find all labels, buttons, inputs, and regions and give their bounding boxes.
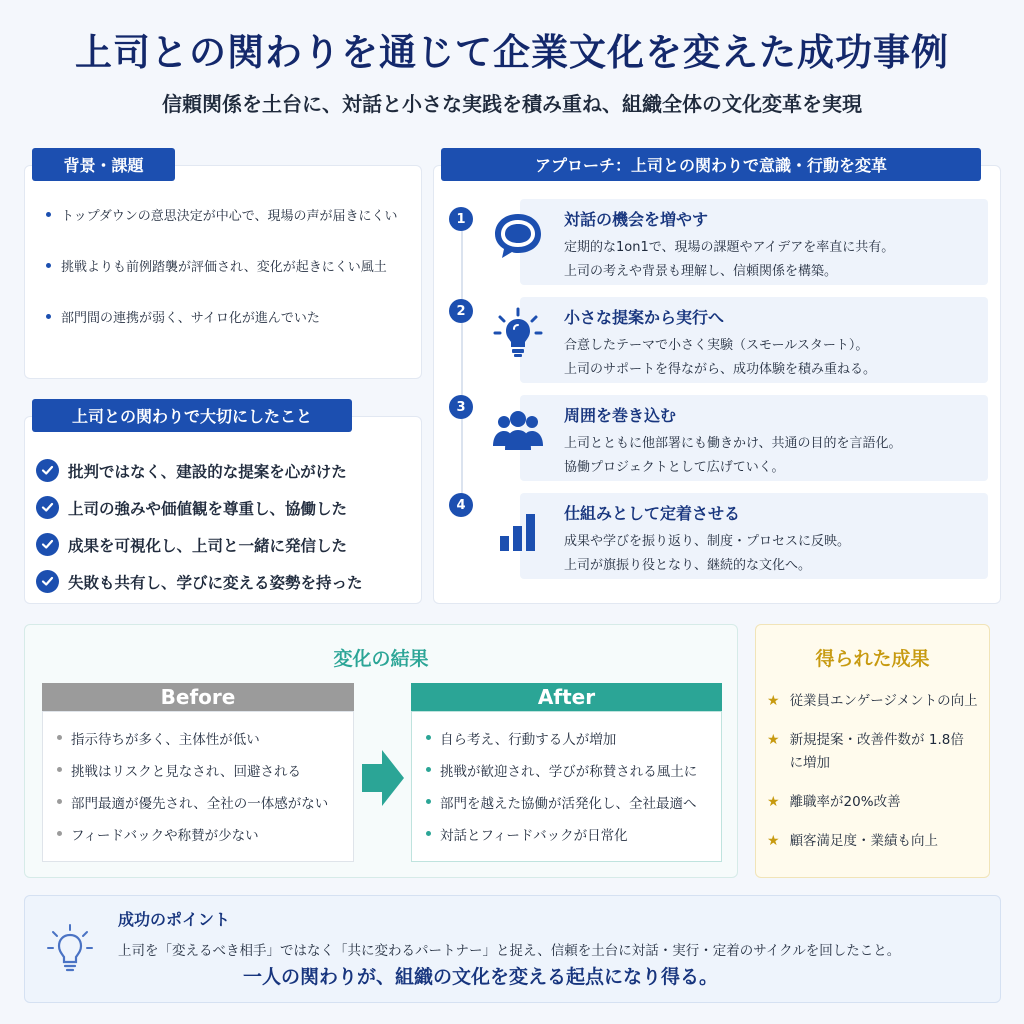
gains-list: [767, 690, 987, 869]
timeline-line: [461, 220, 463, 505]
background-list: [46, 205, 426, 358]
list-item: 部門間の連携が弱く、サイロ化が進んでいた: [46, 307, 426, 358]
bullet-icon: [426, 799, 431, 804]
bullet-icon: [57, 767, 62, 772]
step-card: [520, 493, 988, 579]
step-number: 1: [449, 207, 473, 231]
check-circle-icon: [36, 533, 59, 556]
list-item: 挑戦が歓迎され、学びが称賛される風土に: [426, 760, 697, 792]
list-item: 上司の強みや価値観を尊重し、協働した: [36, 489, 416, 526]
page-title: 上司との関わりを通じて企業文化を変えた成功事例: [75, 31, 949, 74]
after-panel: [411, 711, 722, 862]
background-header: 背景・課題: [32, 148, 175, 181]
star-icon: ★: [767, 693, 780, 709]
point-text: 上司を「変えるべき相手」ではなく「共に変わるパートナー」と捉え、信頼を土台に対話・実行・定着のサイクルを回したこと。: [118, 943, 901, 959]
bullet-icon: [426, 767, 431, 772]
list-item: ★ 従業員エンゲージメントの向上: [767, 690, 987, 713]
step-text: 合意したテーマで小さく実験（スモールスタート）。: [564, 338, 869, 353]
check-circle-icon: [36, 570, 59, 593]
bullet-icon: [46, 263, 51, 268]
lightbulb-icon: [44, 922, 96, 978]
list-item: 指示待ちが多く、主体性が低い: [57, 728, 328, 760]
step-text: 定期的な1on1で、現場の課題やアイデアを率直に共有。: [564, 240, 895, 255]
before-list: [57, 728, 328, 856]
step-title: 仕組みとして定着させる: [564, 504, 741, 523]
bullet-icon: [426, 735, 431, 740]
gains-title: 得られた成果: [815, 648, 930, 670]
step-title: 周囲を巻き込む: [564, 406, 677, 425]
after-header: After: [411, 683, 722, 711]
list-item: 自ら考え、行動する人が増加: [426, 728, 697, 760]
important-list: [36, 452, 416, 600]
point-title: 成功のポイント: [118, 910, 231, 929]
lightbulb-icon: [490, 306, 546, 362]
list-item: 対話とフィードバックが日常化: [426, 824, 697, 856]
bullet-icon: [57, 799, 62, 804]
step-text: 上司とともに他部署にも働きかけ、共通の目的を言語化。: [564, 436, 902, 451]
bullet-icon: [46, 314, 51, 319]
list-item: トップダウンの意思決定が中心で、現場の声が届きにくい: [46, 205, 426, 256]
approach-header: アプローチ：上司との関わりで意識・行動を変革: [441, 148, 981, 181]
step-number: 2: [449, 299, 473, 323]
list-item: 挑戦はリスクと見なされ、回避される: [57, 760, 328, 792]
important-header: 上司との関わりで大切にしたこと: [32, 399, 352, 432]
step-text: 上司のサポートを得ながら、成功体験を積み重ねる。: [564, 362, 877, 377]
list-item: フィードバックや称賛が少ない: [57, 824, 328, 856]
chat-bubble-icon: [490, 208, 546, 264]
list-item: 成果を可視化し、上司と一緒に発信した: [36, 526, 416, 563]
after-list: [426, 728, 697, 856]
star-icon: ★: [767, 794, 780, 810]
list-item: ★ 顧客満足度・業績も向上: [767, 830, 987, 853]
step-text: 上司が旗振り役となり、継続的な文化へ。: [564, 558, 812, 573]
bar-chart-icon: [490, 502, 546, 558]
star-icon: ★: [767, 732, 780, 748]
step-number: 4: [449, 493, 473, 517]
bullet-icon: [426, 831, 431, 836]
list-item: ★ 新規提案・改善件数が 1.8倍に増加: [767, 729, 987, 775]
list-item: 部門最適が優先され、全社の一体感がない: [57, 792, 328, 824]
bullet-icon: [46, 212, 51, 217]
before-header: Before: [42, 683, 354, 711]
point-emphasis: 一人の関わりが、組織の文化を変える起点になり得る。: [243, 966, 719, 988]
bullet-icon: [57, 831, 62, 836]
step-title: 対話の機会を増やす: [564, 210, 709, 229]
step-text: 上司の考えや背景も理解し、信頼関係を構築。: [564, 264, 838, 279]
list-item: 失敗も共有し、学びに変える姿勢を持った: [36, 563, 416, 600]
check-circle-icon: [36, 496, 59, 519]
check-circle-icon: [36, 459, 59, 482]
before-panel: [42, 711, 354, 862]
list-item: 挑戦よりも前例踏襲が評価され、変化が起きにくい風土: [46, 256, 426, 307]
step-number: 3: [449, 395, 473, 419]
list-item: 部門を越えた協働が活発化し、全社最適へ: [426, 792, 697, 824]
step-card: [520, 199, 988, 285]
list-item: 批判ではなく、建設的な提案を心がけた: [36, 452, 416, 489]
step-title: 小さな提案から実行へ: [564, 308, 725, 327]
step-card: [520, 297, 988, 383]
list-item: ★ 離職率が20%改善: [767, 791, 987, 814]
star-icon: ★: [767, 833, 780, 849]
arrow-right-icon: [360, 746, 406, 810]
page-subtitle: 信頼関係を土台に、対話と小さな実践を積み重ね、組織全体の文化変革を実現: [162, 92, 862, 116]
step-text: 成果や学びを振り返り、制度・プロセスに反映。: [564, 534, 851, 549]
bullet-icon: [57, 735, 62, 740]
step-text: 協働プロジェクトとして広げていく。: [564, 460, 785, 475]
people-group-icon: [490, 404, 546, 460]
results-title: 変化の結果: [333, 648, 429, 670]
step-card: [520, 395, 988, 481]
